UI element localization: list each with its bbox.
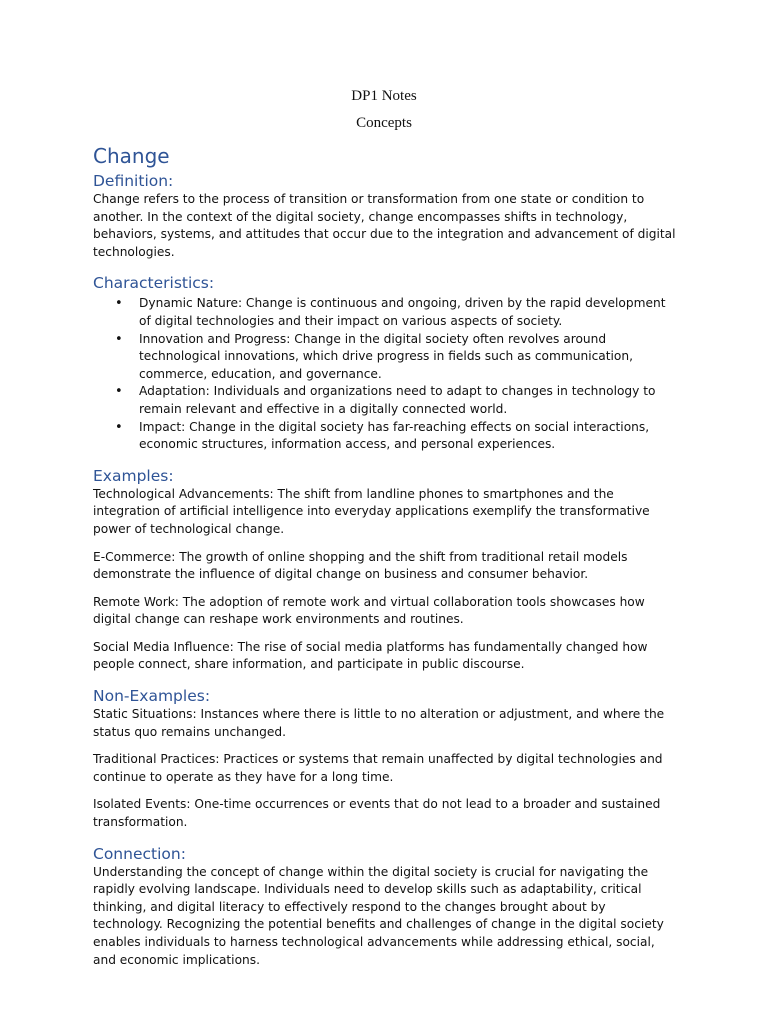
connection-text: Understanding the concept of change within the digital society is crucial for navigating the rapidly evolving landscape. Individuals need to develop skills such as adaptability, critical thinking, and digital literacy to effectively respond to the changes brought about by technology. Recognizing the potential benefits and challenges of change in the digital society enables individuals to harness technological advancements while addressing ethical, social, and economic implications. <box>93 864 664 967</box>
connection-heading: Connection: <box>93 844 186 863</box>
connection-section <box>93 844 678 970</box>
examples-section <box>93 466 678 674</box>
non-example-paragraph: Isolated Events: One-time occurrences or events that do not lead to a broader and sustained transformation. <box>93 797 661 830</box>
non-example-paragraph: Static Situations: Instances where there is little to no alteration or adjustment, and where the status quo remains unchanged. <box>93 707 665 739</box>
characteristics-heading: Characteristics: <box>93 274 215 293</box>
definition-section <box>93 171 678 261</box>
list-item: • Innovation and Progress: Change in the digital society often revolves around technological innovations, which drive progress in fields such as communication, commerce, education, and governance. <box>139 331 678 384</box>
definition-text: Change refers to the process of transition or transformation from one state or condition to another. In the context of the digital society, change encompasses shifts in technology, behaviors, systems, and attitudes that occur due to the integration and advancement of digital technologies. <box>93 192 676 259</box>
example-paragraph: Social Media Influence: The rise of social media platforms has fundamentally changed how people connect, share information, and participate in public discourse. <box>93 639 648 672</box>
non-example-paragraph: Traditional Practices: Practices or systems that remain unaffected by digital technologies and continue to operate as they have for a long time. <box>93 752 663 784</box>
example-paragraph: E-Commerce: The growth of online shopping and the shift from traditional retail models demonstrate the influence of digital change on business and consumer behavior. <box>93 549 628 582</box>
non-examples-section <box>93 686 678 832</box>
doc-title-line2: Concepts <box>356 115 412 131</box>
characteristics-section <box>93 273 678 453</box>
list-item: • Adaptation: Individuals and organizations need to adapt to changes in technology to remain relevant and effective in a digitally connected world. <box>139 383 678 418</box>
examples-heading: Examples: <box>93 466 174 485</box>
characteristics-list <box>93 295 678 453</box>
document-body <box>93 171 678 969</box>
example-paragraph: Remote Work: The adoption of remote work and virtual collaboration tools showcases how digital change can reshape work environments and routines. <box>93 594 645 627</box>
list-item: • Dynamic Nature: Change is continuous and ongoing, driven by the rapid development of digital technologies and their impact on various aspects of society. <box>139 295 678 330</box>
non-examples-heading: Non-Examples: <box>93 687 211 706</box>
definition-heading: Definition: <box>93 172 174 190</box>
doc-title-line1: DP1 Notes <box>351 88 417 104</box>
list-item: • Impact: Change in the digital society has far-reaching effects on social interactions, economic structures, information access, and personal experiences. <box>139 419 678 454</box>
main-heading: Change <box>93 144 170 168</box>
example-paragraph: Technological Advancements: The shift from landline phones to smartphones and the integration of artificial intelligence into everyday applications exemplify the transformative power of technological change. <box>93 486 650 536</box>
